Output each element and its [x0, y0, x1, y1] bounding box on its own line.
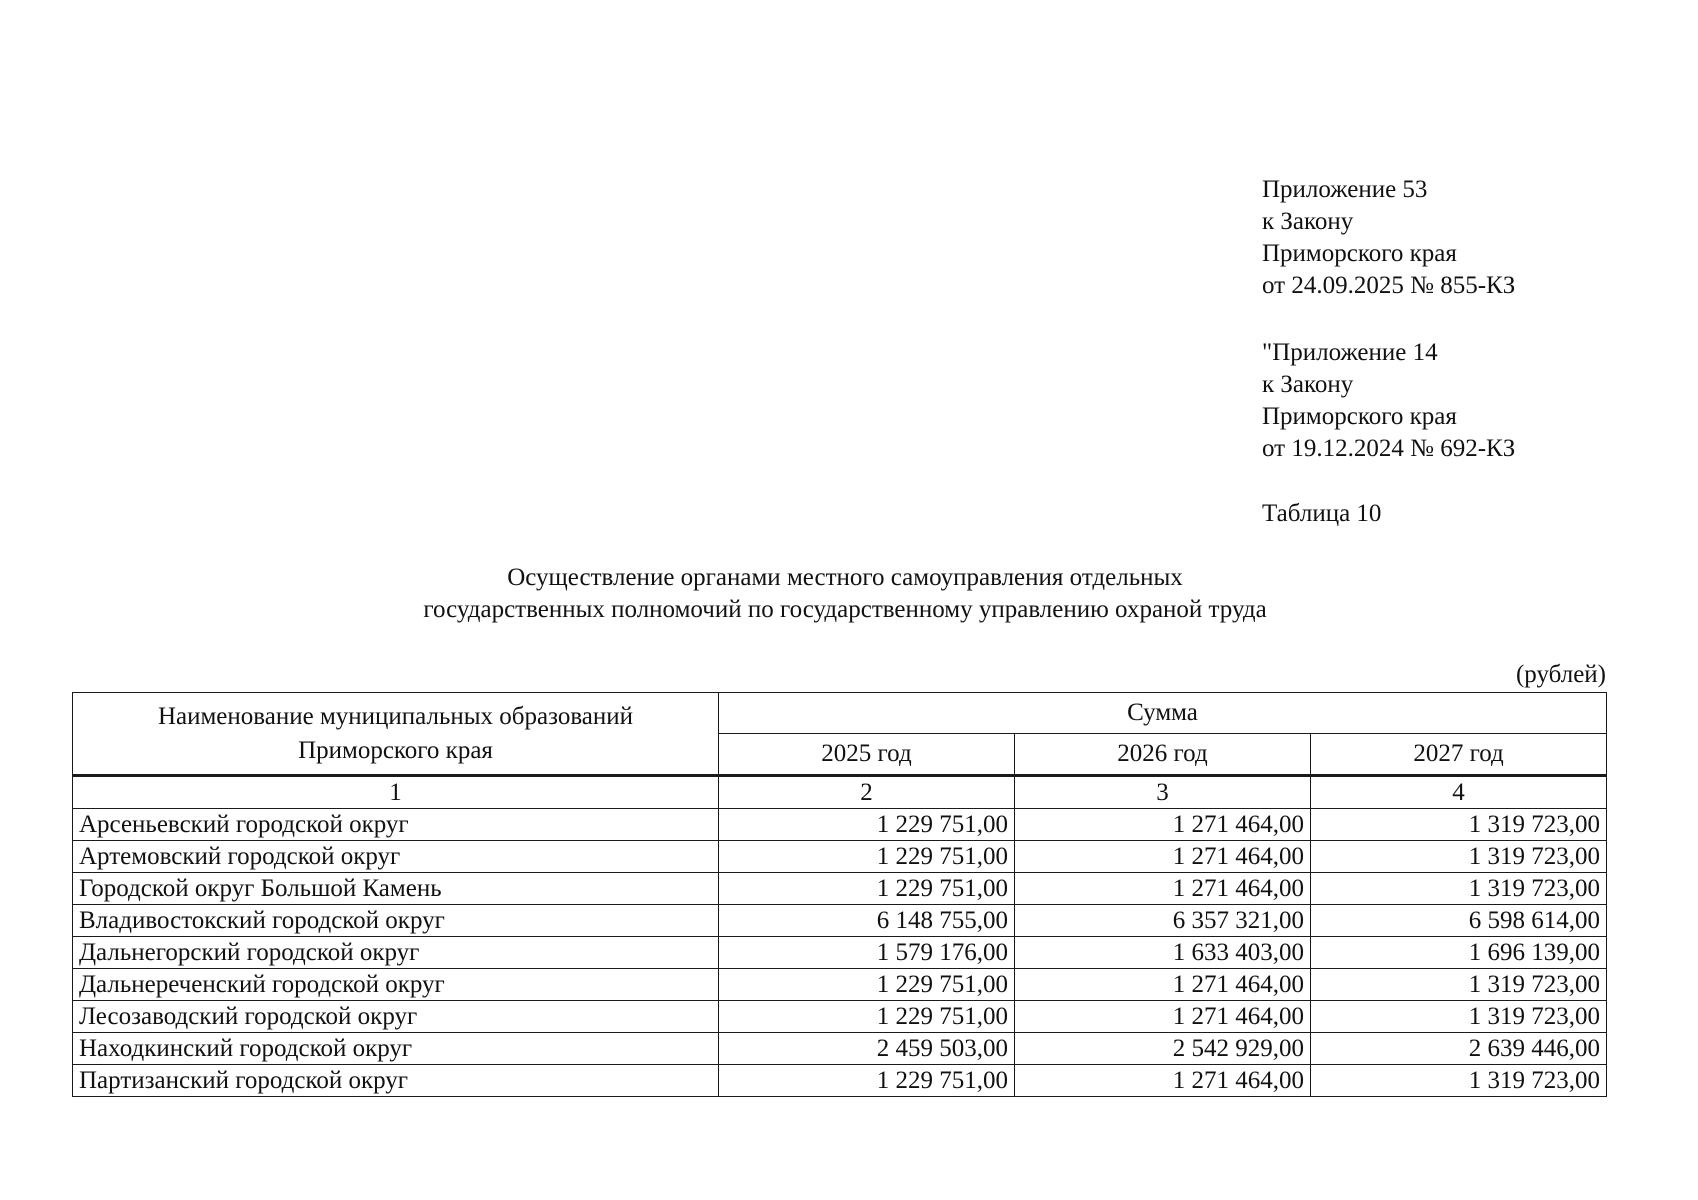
appendix-14-block — [1262, 337, 1515, 465]
amount-2026-cell: 6 357 321,00 — [1015, 905, 1311, 937]
amount-2026-cell: 1 271 464,00 — [1015, 969, 1311, 1001]
amount-2027-cell: 1 319 723,00 — [1311, 873, 1607, 905]
table-row — [73, 1001, 1607, 1033]
table-row — [73, 873, 1607, 905]
amount-2025-cell: 1 229 751,00 — [719, 841, 1015, 873]
amount-2026-cell: 1 271 464,00 — [1015, 809, 1311, 841]
amount-2025-cell: 2 459 503,00 — [719, 1033, 1015, 1065]
amount-2025-cell: 1 579 176,00 — [719, 937, 1015, 969]
amount-2027-cell: 1 696 139,00 — [1311, 937, 1607, 969]
document-title-line-2: государственных полномочий по государственному управлению охраной труда — [423, 596, 1267, 623]
column-number-4: 4 — [1311, 776, 1607, 809]
header-sum: Сумма — [719, 693, 1607, 734]
header-year-2026: 2026 год — [1015, 734, 1311, 776]
appendix-14-line-3: Приморского края — [1262, 403, 1457, 430]
table-row — [73, 969, 1607, 1001]
appendix-53-line-1: Приложение 53 — [1262, 176, 1428, 203]
table-row — [73, 1065, 1607, 1097]
amount-2025-cell: 6 148 755,00 — [719, 905, 1015, 937]
municipality-name-cell: Партизанский городской округ — [73, 1065, 719, 1097]
header-municipality — [73, 693, 719, 776]
amount-2027-cell: 1 319 723,00 — [1311, 1065, 1607, 1097]
table-number: Таблица 10 — [1262, 500, 1382, 527]
column-number-2: 2 — [719, 776, 1015, 809]
amount-2026-cell: 1 271 464,00 — [1015, 1065, 1311, 1097]
appendix-53-line-4: от 24.09.2025 № 855-КЗ — [1262, 272, 1516, 299]
table-row — [73, 937, 1607, 969]
table-body — [73, 776, 1607, 1097]
amount-2027-cell: 1 319 723,00 — [1311, 809, 1607, 841]
appendix-14-line-1: "Приложение 14 — [1262, 339, 1438, 366]
amount-2026-cell: 1 271 464,00 — [1015, 873, 1311, 905]
amount-2025-cell: 1 229 751,00 — [719, 969, 1015, 1001]
amount-2027-cell: 2 639 446,00 — [1311, 1033, 1607, 1065]
municipality-name-cell: Дальнереченский городской округ — [73, 969, 719, 1001]
document-title-line-1: Осуществление органами местного самоуправления отдельных — [507, 564, 1183, 591]
table-row — [73, 1033, 1607, 1065]
units-label: (рублей) — [1515, 661, 1606, 688]
amount-2026-cell: 1 271 464,00 — [1015, 1001, 1311, 1033]
amount-2025-cell: 1 229 751,00 — [719, 1001, 1015, 1033]
municipality-name-cell: Дальнегорский городской округ — [73, 937, 719, 969]
municipality-name-cell: Владивостокский городской округ — [73, 905, 719, 937]
amount-2026-cell: 2 542 929,00 — [1015, 1033, 1311, 1065]
municipality-name-cell: Находкинский городской округ — [73, 1033, 719, 1065]
municipality-name-cell: Городской округ Большой Камень — [73, 873, 719, 905]
header-municipality-line-2: Приморского края — [298, 736, 493, 764]
appendix-14-line-2: к Закону — [1262, 371, 1354, 398]
table-row — [73, 841, 1607, 873]
amount-2027-cell: 1 319 723,00 — [1311, 1001, 1607, 1033]
amount-2027-cell: 1 319 723,00 — [1311, 841, 1607, 873]
appendix-14-line-4: от 19.12.2024 № 692-КЗ — [1262, 435, 1516, 462]
amount-2027-cell: 6 598 614,00 — [1311, 905, 1607, 937]
funding-table — [72, 692, 1607, 1097]
amount-2025-cell: 1 229 751,00 — [719, 1065, 1015, 1097]
header-year-2025: 2025 год — [719, 734, 1015, 776]
table-row — [73, 905, 1607, 937]
document-title — [300, 562, 1390, 626]
table-row — [73, 809, 1607, 841]
appendix-53-line-2: к Закону — [1262, 208, 1354, 235]
header-municipality-line-1: Наименование муниципальных образований — [157, 702, 634, 730]
amount-2025-cell: 1 229 751,00 — [719, 809, 1015, 841]
municipality-name-cell: Лесозаводский городской округ — [73, 1001, 719, 1033]
column-number-row — [73, 776, 1607, 809]
municipality-name-cell: Арсеньевский городской округ — [73, 809, 719, 841]
header-year-2027: 2027 год — [1311, 734, 1607, 776]
amount-2025-cell: 1 229 751,00 — [719, 873, 1015, 905]
appendix-53-line-3: Приморского края — [1262, 240, 1457, 267]
amount-2026-cell: 1 633 403,00 — [1015, 937, 1311, 969]
amount-2027-cell: 1 319 723,00 — [1311, 969, 1607, 1001]
amount-2026-cell: 1 271 464,00 — [1015, 841, 1311, 873]
municipality-name-cell: Артемовский городской округ — [73, 841, 719, 873]
column-number-1: 1 — [73, 776, 719, 809]
appendix-53-block — [1262, 174, 1515, 302]
column-number-3: 3 — [1015, 776, 1311, 809]
